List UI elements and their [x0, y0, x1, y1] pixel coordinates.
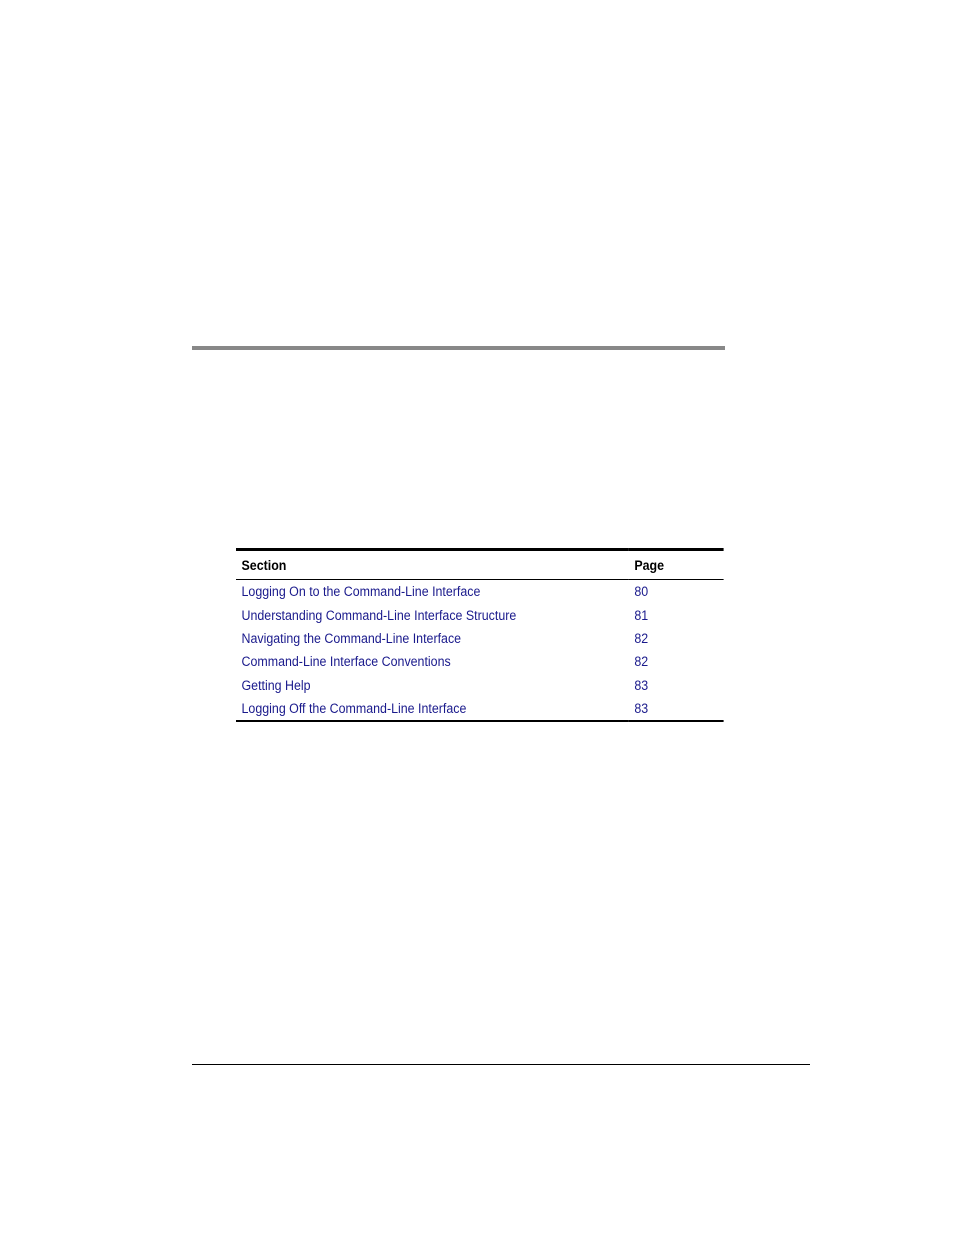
section-cell — [236, 580, 629, 604]
page-link-navigating[interactable]: 82 — [634, 630, 649, 646]
page-link-getting-help[interactable]: 83 — [634, 677, 649, 693]
table-row — [236, 650, 724, 673]
page-cell — [629, 603, 724, 626]
section-link-conventions[interactable]: Command-Line Interface Conventions — [241, 654, 451, 670]
page-cell — [629, 650, 724, 673]
table-row — [236, 603, 724, 626]
table-row — [236, 674, 724, 697]
page-link-structure[interactable]: 81 — [634, 607, 649, 623]
section-cell — [236, 627, 629, 650]
table-row — [236, 580, 724, 604]
table-header-row — [236, 550, 724, 580]
chapter-contents-table — [236, 548, 724, 722]
section-link-structure[interactable]: Understanding Command-Line Interface Structure — [241, 607, 517, 623]
section-cell — [236, 674, 629, 697]
table-row — [236, 627, 724, 650]
page-link-conventions[interactable]: 82 — [634, 654, 649, 670]
section-link-navigating[interactable]: Navigating the Command-Line Interface — [241, 630, 462, 646]
page-cell — [629, 627, 724, 650]
section-column-header: Section — [236, 550, 629, 580]
page-column-header: Page — [629, 550, 724, 580]
table-row — [236, 697, 724, 721]
section-link-logging-on[interactable]: Logging On to the Command-Line Interface — [241, 584, 481, 600]
section-cell — [236, 650, 629, 673]
page-link-logging-off[interactable]: 83 — [634, 701, 649, 717]
footer-rule — [192, 1064, 810, 1065]
page-link-logging-on[interactable]: 80 — [634, 584, 649, 600]
section-cell — [236, 697, 629, 721]
page-cell — [629, 580, 724, 604]
page-cell — [629, 697, 724, 721]
page-cell — [629, 674, 724, 697]
section-cell — [236, 603, 629, 626]
section-link-logging-off[interactable]: Logging Off the Command-Line Interface — [241, 701, 467, 717]
chapter-title-rule — [192, 346, 725, 350]
section-link-getting-help[interactable]: Getting Help — [241, 677, 311, 693]
